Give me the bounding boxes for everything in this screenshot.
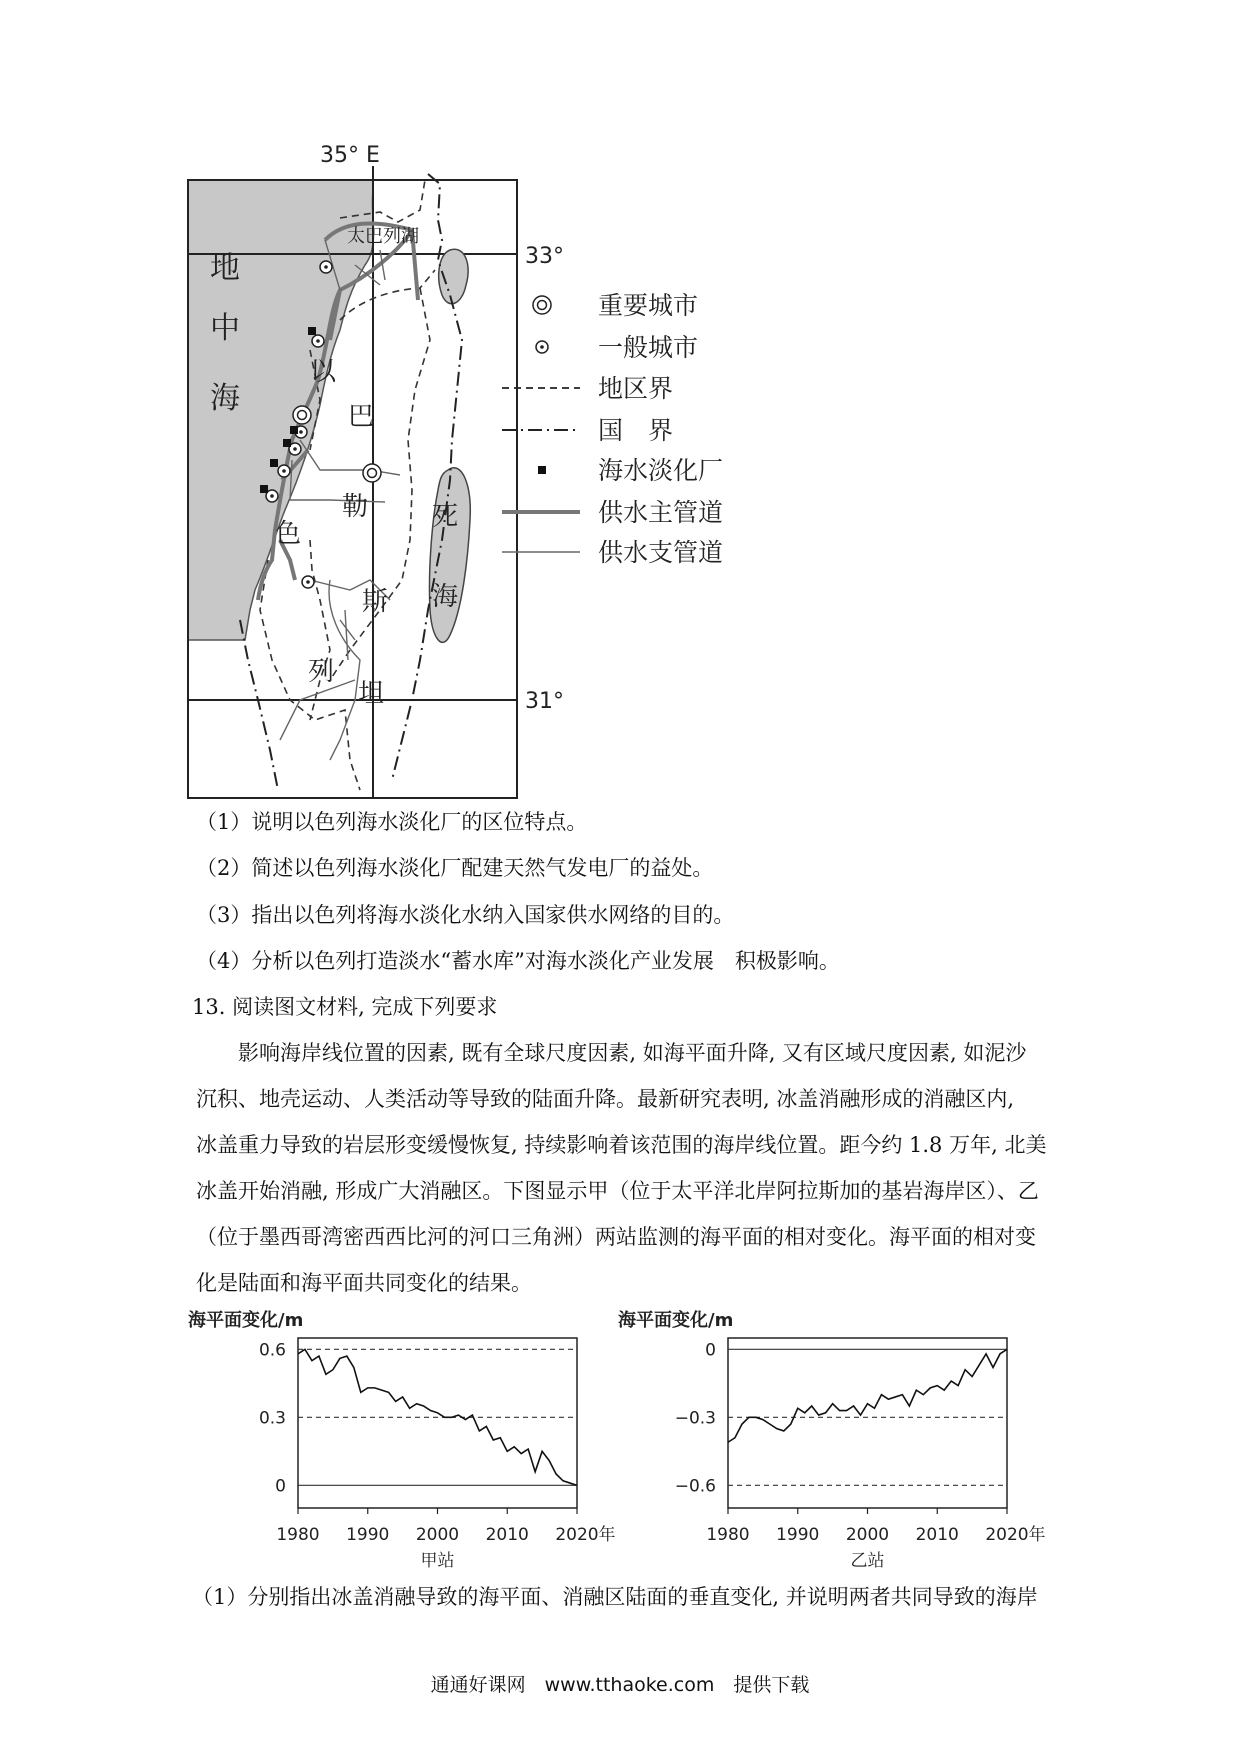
x-tick-label: 2000 [415, 1525, 460, 1545]
series-line [728, 1349, 1007, 1442]
footer: 通通好课网 www.tthaoke.com 提供下载 [430, 1674, 810, 1696]
major-city-icon [533, 296, 551, 314]
paragraph-line: 影响海岸线位置的因素, 既有全球尺度因素, 如海平面升降, 又有区域尺度因素, 如泥沙 [196, 1041, 1027, 1065]
y-axis-label: 海平面变化/m [188, 1310, 304, 1331]
lat-top-label: 33° [525, 244, 564, 269]
desalination-plant-icon [538, 466, 546, 474]
x-tick-label: 1980 [706, 1525, 750, 1545]
plot-frame [728, 1338, 1007, 1508]
x-tick-label: 2010 [915, 1525, 959, 1545]
chart-yi [610, 1308, 1070, 1571]
country-char: 斯 [362, 587, 389, 617]
lon-label: 35° E [320, 143, 380, 168]
chart-jia [180, 1308, 640, 1571]
x-axis-unit: 年 [1028, 1525, 1046, 1545]
y-axis-label: 海平面变化/m [618, 1310, 734, 1331]
y-tick-label: 0.6 [258, 1340, 286, 1361]
country-char: 色 [275, 519, 302, 549]
country-char: 列 [308, 657, 335, 687]
y-tick-label: 0 [705, 1340, 716, 1361]
israel-water-map [180, 140, 1080, 800]
y-tick-label: 0.3 [258, 1408, 286, 1429]
question-12-4: （4）分析以色列打造淡水“蓄水库”对海水淡化产业发展 积极影响。 [196, 949, 840, 973]
legend-label: 国 界 [598, 416, 674, 445]
question-13-title: 13. 阅读图文材料, 完成下列要求 [192, 995, 498, 1019]
sea-char: 中 [210, 311, 240, 346]
country-char: 勒 [342, 492, 369, 522]
y-tick-label: −0.3 [674, 1408, 716, 1429]
country-char: 坦 [358, 679, 385, 709]
legend-label: 供水主管道 [598, 498, 724, 527]
x-axis-unit: 年 [598, 1525, 616, 1545]
paragraph-line: 化是陆面和海平面共同变化的结果。 [196, 1271, 532, 1295]
dead-sea [429, 468, 470, 643]
x-tick-label: 1980 [276, 1525, 320, 1545]
question-12-3: （3）指出以色列将海水淡化水纳入国家供水网络的目的。 [196, 903, 735, 927]
plot-frame [298, 1338, 577, 1508]
x-tick-label: 2020 [985, 1525, 1029, 1545]
sea-char: 海 [210, 381, 240, 416]
paragraph-line: 冰盖开始消融, 形成广大消融区。下图显示甲（位于太平洋北岸阿拉斯加的基岩海岸区）、乙 [196, 1179, 1039, 1203]
question-12-1: （1）说明以色列海水淡化厂的区位特点。 [196, 810, 588, 834]
legend-label: 地区界 [598, 374, 674, 403]
y-tick-label: 0 [275, 1476, 286, 1497]
paragraph-line: 冰盖重力导致的岩层形变缓慢恢复, 持续影响着该范围的海岸线位置。距今约 1.8 万年, 北美 [196, 1133, 1047, 1157]
legend-label: 海水淡化厂 [598, 456, 724, 485]
country-char: 巴 [348, 402, 375, 432]
major-city-icon [363, 464, 381, 482]
x-tick-label: 2010 [485, 1525, 529, 1545]
chart-title: 甲站 [420, 1551, 455, 1571]
chart-title: 乙站 [850, 1551, 885, 1571]
question-13-1: （1）分别指出冰盖消融导致的海平面、消融区陆面的垂直变化, 并说明两者共同导致的海岸 [192, 1585, 1038, 1609]
map-legend [502, 291, 723, 567]
country-char: 以 [310, 357, 337, 387]
x-tick-label: 2000 [845, 1525, 890, 1545]
dead-sea-char: 海 [432, 582, 459, 612]
lake-label: 太巴列湖 [347, 226, 419, 247]
dead-sea-char: 死 [432, 502, 459, 532]
lat-bottom-label: 31° [525, 689, 564, 714]
legend-label: 重要城市 [598, 291, 699, 320]
legend-label: 供水支管道 [598, 538, 724, 567]
x-tick-label: 1990 [776, 1525, 820, 1545]
legend-label: 一般城市 [598, 333, 699, 362]
paragraph-line: 沉积、地壳运动、人类活动等导致的陆面升降。最新研究表明, 冰盖消融形成的消融区内, [196, 1087, 1015, 1111]
map-figure [180, 140, 1080, 800]
y-tick-label: −0.6 [674, 1476, 716, 1497]
sea-char: 地 [210, 251, 240, 286]
major-city-icon [293, 406, 311, 424]
x-tick-label: 1990 [346, 1525, 390, 1545]
question-12-2: （2）简述以色列海水淡化厂配建天然气发电厂的益处。 [196, 856, 714, 880]
paragraph-line: （位于墨西哥湾密西西比河的河口三角洲）两站监测的海平面的相对变化。海平面的相对变 [196, 1225, 1036, 1249]
x-tick-label: 2020 [555, 1525, 599, 1545]
